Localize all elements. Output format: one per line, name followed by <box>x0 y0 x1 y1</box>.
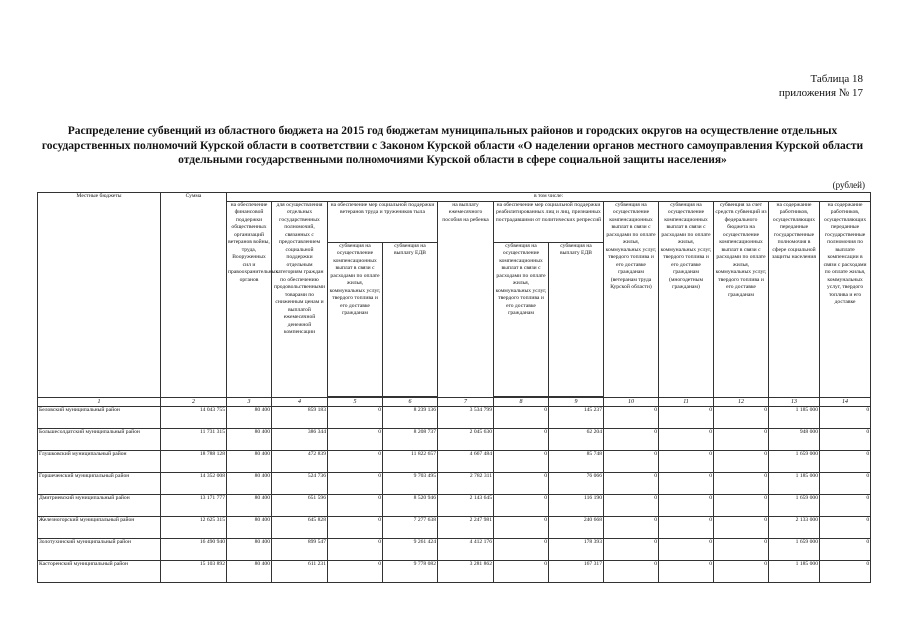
value-cell: 3 534 799 <box>438 406 494 428</box>
value-cell: 9 703 495 <box>383 472 438 494</box>
value-cell: 80 400 <box>227 560 272 582</box>
value-cell: 0 <box>494 516 549 538</box>
value-cell: 3 281 862 <box>438 560 494 582</box>
header-group-8-9: на обеспечение мер социальной поддержки реабилитированных лиц и лиц, признанных пострадавшими от политических репрессий <box>494 201 604 242</box>
value-cell: 948 000 <box>769 428 820 450</box>
value-cell: 2 782 311 <box>438 472 494 494</box>
value-cell: 0 <box>328 428 383 450</box>
column-number-cell: 6 <box>383 397 438 406</box>
value-cell: 15 103 892 <box>161 560 227 582</box>
value-cell: 0 <box>494 406 549 428</box>
value-cell: 0 <box>820 560 871 582</box>
value-cell: 524 736 <box>272 472 328 494</box>
value-cell: 80 400 <box>227 538 272 560</box>
value-cell: 0 <box>714 516 769 538</box>
value-cell: 0 <box>820 406 871 428</box>
value-cell: 4 667 484 <box>438 450 494 472</box>
value-cell: 11 822 657 <box>383 450 438 472</box>
value-cell: 80 400 <box>227 472 272 494</box>
value-cell: 0 <box>820 516 871 538</box>
value-cell: 0 <box>820 538 871 560</box>
header-sum: Сумма <box>161 193 227 398</box>
subvention-table <box>37 192 871 583</box>
value-cell: 645 828 <box>272 516 328 538</box>
budget-name-cell: Дмитриевский муниципальный район <box>38 494 161 516</box>
value-cell: 0 <box>659 406 714 428</box>
column-number-cell: 12 <box>714 397 769 406</box>
value-cell: 859 183 <box>272 406 328 428</box>
value-cell: 0 <box>714 406 769 428</box>
annex-table-number: Таблица 18 <box>810 73 863 85</box>
column-number-cell: 10 <box>604 397 659 406</box>
column-number-cell: 2 <box>161 397 227 406</box>
value-cell: 0 <box>604 472 659 494</box>
value-cell: 0 <box>494 450 549 472</box>
value-cell: 0 <box>714 560 769 582</box>
column-number-cell: 9 <box>549 397 604 406</box>
value-cell: 0 <box>494 472 549 494</box>
header-col-3: на обеспечение финансовой поддержки общественных организаций ветеранов войны, труда, Вооруженных сил и правоохранительных органов <box>227 201 272 397</box>
value-cell: 8 520 946 <box>383 494 438 516</box>
value-cell: 9 778 082 <box>383 560 438 582</box>
header-col-8: субвенция на осуществление компенсационных выплат в связи с расходами по оплате жилья, коммунальных услуг, твердого топлива и его доставке гражданам <box>494 242 549 396</box>
value-cell: 8 239 136 <box>383 406 438 428</box>
value-cell: 2 133 000 <box>769 516 820 538</box>
value-cell: 0 <box>659 494 714 516</box>
value-cell: 1 659 000 <box>769 538 820 560</box>
column-number-cell: 13 <box>769 397 820 406</box>
column-numbers <box>38 397 871 406</box>
value-cell: 0 <box>659 538 714 560</box>
value-cell: 1 659 000 <box>769 494 820 516</box>
column-number-cell: 14 <box>820 397 871 406</box>
document-title: Распределение субвенций из областного бюджета на 2015 год бюджетам муниципальных районов и городских округов на осуществление отдельных государственных полномочий Курской области в соответствии с Законом Курской области «О наделении органов местного самоуправления Курской области отдельными государственными полномочиями Курской области в сфере социальной защиты населения» <box>41 125 864 166</box>
annex-label <box>779 72 863 100</box>
value-cell: 14 352 008 <box>161 472 227 494</box>
column-number-cell: 7 <box>438 397 494 406</box>
value-cell: 80 400 <box>227 428 272 450</box>
table-row <box>38 516 871 538</box>
value-cell: 178 393 <box>549 538 604 560</box>
value-cell: 0 <box>604 428 659 450</box>
value-cell: 1 659 000 <box>769 450 820 472</box>
table-row <box>38 406 871 428</box>
header-col-4: для осуществления отдельных государственных полномочий, связанных с предоставлением социальной поддержки отдельным категориям граждан по обеспечению продовольственными товарами по сниженным ценам и выплатой ежемесячной денежной компенсации <box>272 201 328 397</box>
budget-name-cell: Железногорский муниципальный район <box>38 516 161 538</box>
budget-name-cell: Золотухинский муниципальный район <box>38 538 161 560</box>
value-cell: 1 185 000 <box>769 560 820 582</box>
header-col-9: субвенция на выплату ЕДВ <box>549 242 604 396</box>
value-cell: 4 412 176 <box>438 538 494 560</box>
value-cell: 0 <box>659 450 714 472</box>
value-cell: 80 400 <box>227 516 272 538</box>
value-cell: 16 490 940 <box>161 538 227 560</box>
value-cell: 0 <box>714 472 769 494</box>
column-number-row <box>38 397 871 406</box>
value-cell: 0 <box>659 472 714 494</box>
value-cell: 145 237 <box>549 406 604 428</box>
header-col-10: субвенция на осуществление компенсационных выплат в связи с расходами по оплате жилья, коммунальных услуг, твердого топлива и его доставке гражданам (ветеранам труда Курской области) <box>604 201 659 397</box>
column-number-cell: 4 <box>272 397 328 406</box>
value-cell: 0 <box>714 538 769 560</box>
budget-name-cell: Глушковский муниципальный район <box>38 450 161 472</box>
column-number-cell: 3 <box>227 397 272 406</box>
value-cell: 2 045 630 <box>438 428 494 450</box>
header-group-5-6: на обеспечение мер социальной поддержки ветеранов труда и тружеников тыла <box>328 201 438 242</box>
budget-name-cell: Беловский муниципальный район <box>38 406 161 428</box>
column-number-cell: 8 <box>494 397 549 406</box>
value-cell: 8 208 737 <box>383 428 438 450</box>
value-cell: 80 400 <box>227 450 272 472</box>
value-cell: 167 317 <box>549 560 604 582</box>
budget-name-cell: Горшеченский муниципальный район <box>38 472 161 494</box>
header-col-14: на содержание работников, осуществляющих переданные государственные полномочия по выплате компенсации в связи с расходами по оплате жилья, коммунальных услуг, твердого топлива и его доставке <box>820 201 871 397</box>
value-cell: 0 <box>328 560 383 582</box>
value-cell: 0 <box>714 494 769 516</box>
value-cell: 0 <box>604 516 659 538</box>
value-cell: 0 <box>328 516 383 538</box>
column-number-cell: 11 <box>659 397 714 406</box>
table-row <box>38 450 871 472</box>
unit-label: (рублей) <box>832 180 865 190</box>
value-cell: 0 <box>604 538 659 560</box>
table-row <box>38 538 871 560</box>
value-cell: 651 596 <box>272 494 328 516</box>
value-cell: 7 277 638 <box>383 516 438 538</box>
value-cell: 0 <box>604 494 659 516</box>
value-cell: 0 <box>604 560 659 582</box>
value-cell: 76 066 <box>549 472 604 494</box>
value-cell: 0 <box>820 472 871 494</box>
value-cell: 0 <box>604 450 659 472</box>
value-cell: 0 <box>494 560 549 582</box>
value-cell: 0 <box>494 538 549 560</box>
table-row <box>38 428 871 450</box>
value-cell: 85 748 <box>549 450 604 472</box>
value-cell: 12 625 315 <box>161 516 227 538</box>
value-cell: 0 <box>328 450 383 472</box>
value-cell: 11 731 315 <box>161 428 227 450</box>
header-in-that-number: в том числе: <box>227 193 871 202</box>
value-cell: 0 <box>494 428 549 450</box>
value-cell: 0 <box>820 494 871 516</box>
value-cell: 2 143 645 <box>438 494 494 516</box>
value-cell: 62 204 <box>549 428 604 450</box>
value-cell: 0 <box>328 406 383 428</box>
table-row <box>38 494 871 516</box>
value-cell: 1 185 000 <box>769 472 820 494</box>
value-cell: 611 231 <box>272 560 328 582</box>
value-cell: 0 <box>714 450 769 472</box>
value-cell: 116 190 <box>549 494 604 516</box>
value-cell: 0 <box>659 516 714 538</box>
value-cell: 899 547 <box>272 538 328 560</box>
header-col-11: субвенция на осуществление компенсационных выплат в связи с расходами по оплате жилья, коммунальных услуг, твердого топлива и его доставке гражданам (многодетным гражданам) <box>659 201 714 397</box>
value-cell: 2 247 981 <box>438 516 494 538</box>
table-body <box>38 406 871 582</box>
value-cell: 80 400 <box>227 406 272 428</box>
header-col-12: субвенция за счет средств субвенций из федерального бюджета на осуществление компенсационных выплат в связи с расходами по оплате жилья, коммунальных услуг, твердого топлива и его доставке гражданам <box>714 201 769 397</box>
value-cell: 80 400 <box>227 494 272 516</box>
value-cell: 13 171 777 <box>161 494 227 516</box>
value-cell: 0 <box>714 428 769 450</box>
header-budget: Местные бюджеты <box>38 193 161 398</box>
column-number-cell: 1 <box>38 397 161 406</box>
value-cell: 0 <box>820 450 871 472</box>
value-cell: 18 788 128 <box>161 450 227 472</box>
budget-name-cell: Большесолдатский муниципальный район <box>38 428 161 450</box>
value-cell: 0 <box>820 428 871 450</box>
value-cell: 0 <box>659 560 714 582</box>
table-row <box>38 472 871 494</box>
annex-appendix-number: приложения № 17 <box>778 87 863 99</box>
header-col-6: субвенция на выплату ЕДВ <box>383 242 438 396</box>
value-cell: 0 <box>659 428 714 450</box>
header-col-5: субвенция на осуществление компенсационных выплат в связи с расходами по оплате жилья, коммунальных услуг, твердого топлива и его доставке гражданам <box>328 242 383 396</box>
value-cell: 0 <box>328 472 383 494</box>
header-col-13: на содержание работников, осуществляющих переданные государственные полномочия в сфере социальной защиты населения <box>769 201 820 397</box>
column-number-cell: 5 <box>328 397 383 406</box>
value-cell: 472 839 <box>272 450 328 472</box>
value-cell: 1 185 000 <box>769 406 820 428</box>
value-cell: 0 <box>328 538 383 560</box>
budget-name-cell: Касторенский муниципальный район <box>38 560 161 582</box>
value-cell: 0 <box>494 494 549 516</box>
value-cell: 0 <box>328 494 383 516</box>
value-cell: 9 261 424 <box>383 538 438 560</box>
table-row <box>38 560 871 582</box>
value-cell: 14 043 755 <box>161 406 227 428</box>
value-cell: 240 668 <box>549 516 604 538</box>
value-cell: 386 344 <box>272 428 328 450</box>
value-cell: 0 <box>604 406 659 428</box>
header-col-7: на выплату ежемесячного пособия на ребенка <box>438 201 494 397</box>
table-header <box>38 193 871 398</box>
